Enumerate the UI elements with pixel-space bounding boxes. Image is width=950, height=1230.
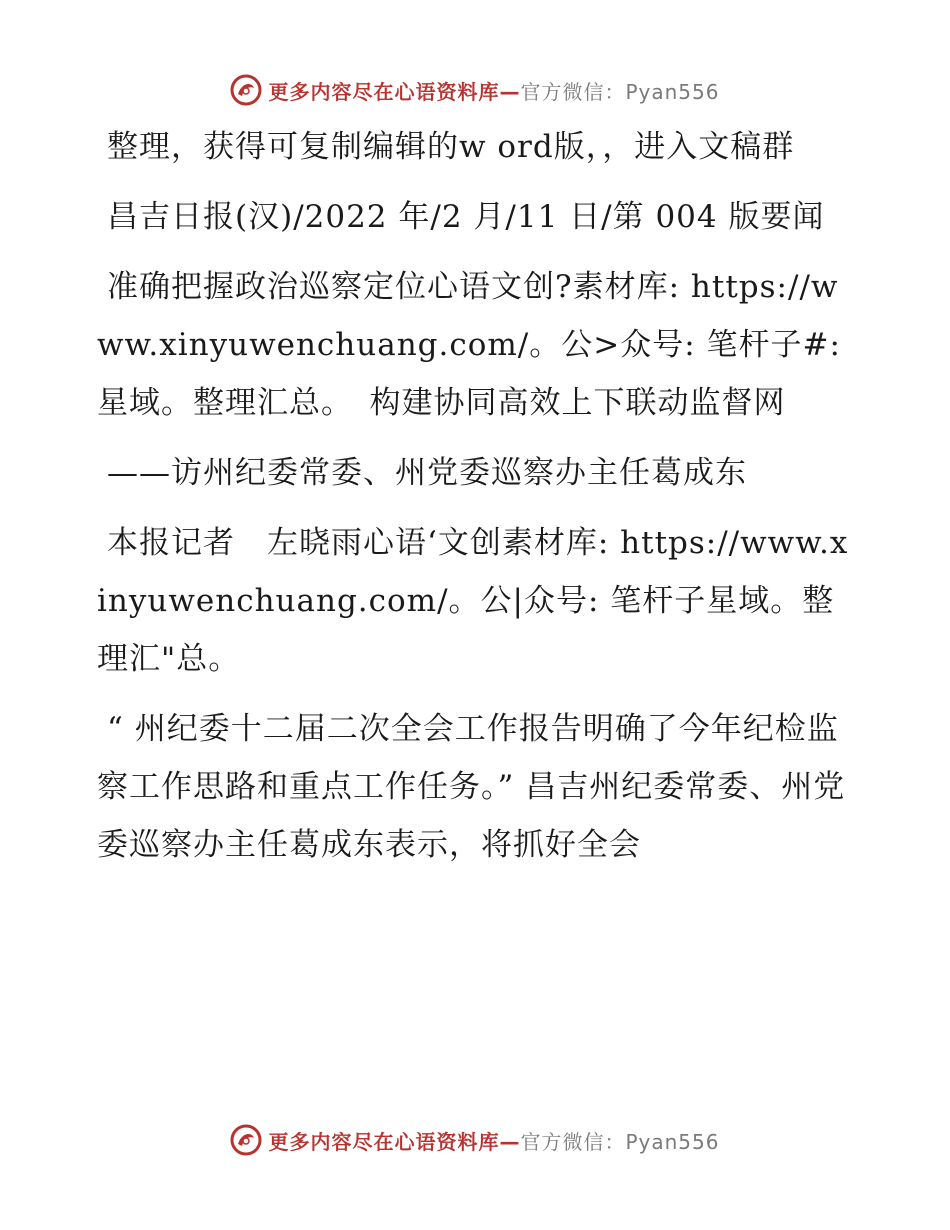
paragraph: “ 州纪委十二届二次全会工作报告明确了今年纪检监察工作思路和重点工作任务。” 昌吉州纪委常委、州党委巡察办主任葛成东表示，将抓好全会 <box>97 711 846 863</box>
paragraph: ——访州纪委常委、州党委巡察办主任葛成东 <box>107 455 747 491</box>
paragraph: 整理，获得可复制编辑的w ord版，，进入文稿群 <box>107 129 795 165</box>
document-body <box>97 118 857 886</box>
paragraph: 本报记者 左晓雨心语‘文创素材库: https://www.xinyuwenchuang.com/。公|众号: 笔杆子星域。整理汇"总。 <box>97 525 849 677</box>
header-banner-text: 更多内容尽在心语资料库—官方微信：Pyan556 <box>268 79 720 104</box>
footer-banner-text: 更多内容尽在心语资料库—官方微信：Pyan556 <box>268 1129 720 1154</box>
paragraph: 昌吉日报(汉)/2022 年/2 月/11 日/第 004 版要闻 <box>107 199 825 235</box>
swirl-logo-icon <box>230 74 262 106</box>
swirl-logo-icon <box>230 1124 262 1156</box>
header-banner[interactable] <box>0 70 950 110</box>
footer-banner[interactable] <box>0 1120 950 1160</box>
paragraph: 准确把握政治巡察定位心语文创?素材库: https://www.xinyuwenchuang.com/。公>众号: 笔杆子#:星域。整理汇总。 构建协同高效上下联动监督网 <box>97 269 841 421</box>
